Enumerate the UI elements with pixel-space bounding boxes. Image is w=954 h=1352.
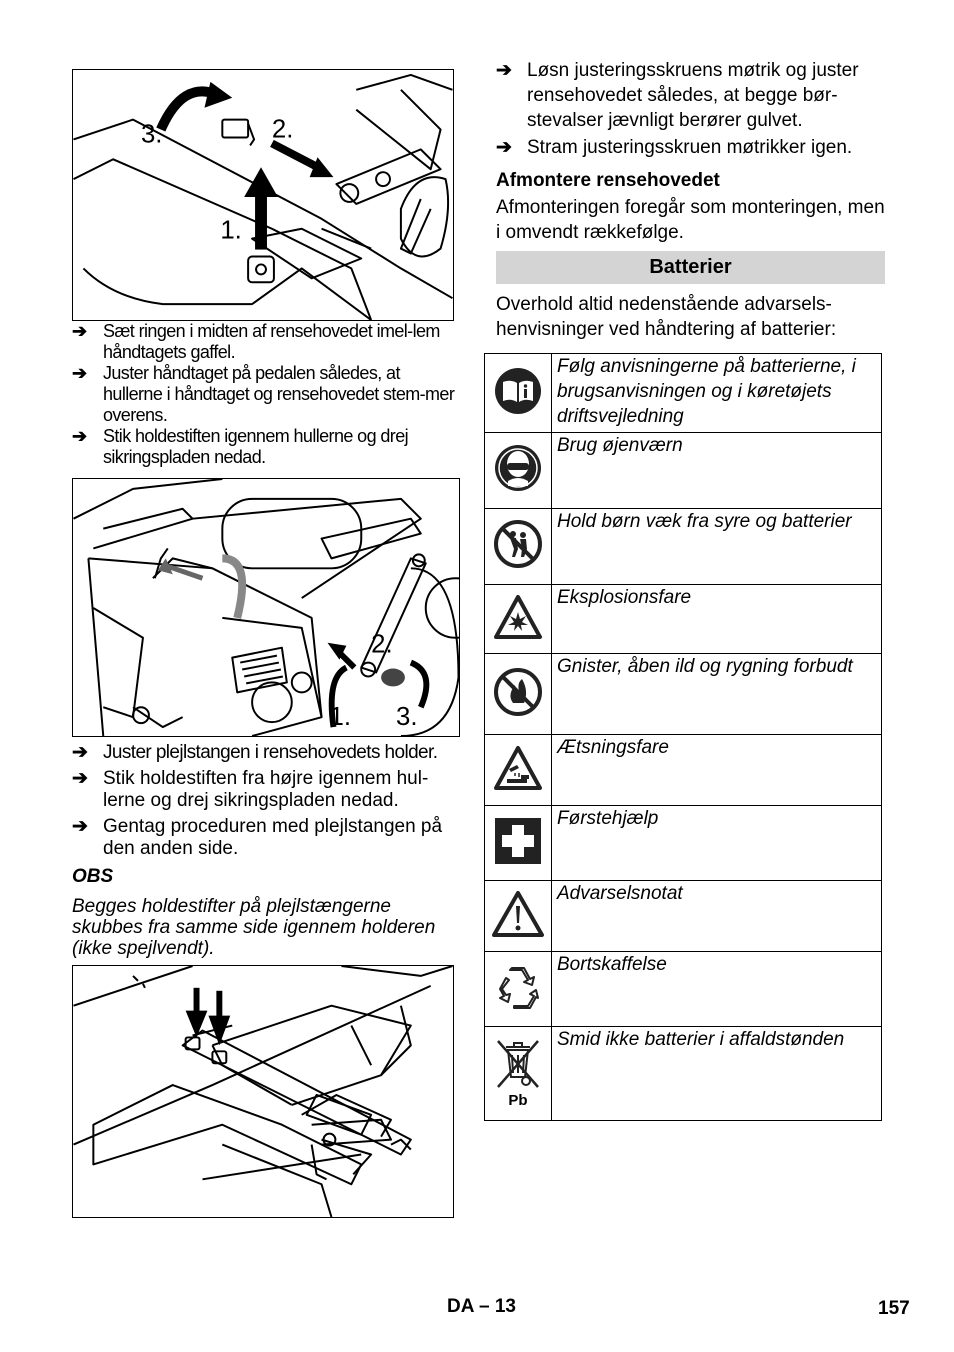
icon-cell [485, 881, 552, 952]
subheading: Afmontere rensehovedet [496, 170, 720, 191]
figure1-label-2: 2. [271, 115, 294, 144]
table-row [485, 654, 882, 735]
first-aid-icon [493, 816, 543, 866]
figure1-label-3: 3. [140, 120, 163, 149]
illustration-attach-handle [72, 69, 454, 321]
safety-text: Bortskaffelse [552, 952, 882, 1027]
step-item: ➔ Løsn justeringsskruens møtrik og juster rensehovedet således, at begge bør-stevalser jævnligt berører gulvet. [496, 60, 859, 131]
icon-cell [485, 585, 552, 654]
arrow-right-icon: ➔ [72, 742, 88, 763]
warning-icon [491, 890, 545, 938]
arrow-right-icon: ➔ [72, 767, 88, 789]
table-row [485, 354, 882, 433]
step-item: ➔ Stik holdestiften fra højre igennem hul-lerne og drej sikringspladen nedad. [72, 767, 429, 811]
safety-text: Hold børn væk fra syre og batterier [552, 509, 882, 585]
safety-text: Advarselsnotat [552, 881, 882, 952]
icon-cell [485, 735, 552, 806]
step-item: ➔ Juster plejlstangen i rensehovedets holder. [72, 742, 438, 763]
eye-protection-icon [493, 443, 543, 493]
safety-text: Eksplosionsfare [552, 585, 882, 654]
arrow-right-icon: ➔ [72, 815, 88, 837]
icon-cell [485, 354, 552, 433]
no-fire-icon [493, 667, 543, 717]
corrosive-icon [493, 745, 543, 791]
icon-cell [485, 806, 552, 881]
note-title: OBS [72, 866, 114, 887]
safety-table [484, 353, 882, 1121]
figure1-label-1: 1. [220, 216, 242, 245]
table-row [485, 433, 882, 509]
manual-icon [493, 366, 543, 416]
pb-label: Pb [508, 1092, 528, 1109]
recycling-icon [492, 962, 544, 1012]
safety-text: Ætsningsfare [552, 735, 882, 806]
subheading-text: Afmonteringen foregår som monteringen, men i omvendt rækkefølge. [496, 197, 885, 243]
section-title: Batterier [496, 251, 885, 284]
pin-orientation-drawing [73, 966, 453, 1217]
table-row [485, 806, 882, 881]
illustration-connecting-rod [72, 478, 460, 737]
icon-cell [485, 433, 552, 509]
table-row [485, 881, 882, 952]
step-item: ➔ Stram justeringsskruen møtrikker igen. [496, 137, 853, 158]
arrow-right-icon: ➔ [72, 321, 87, 341]
table-row [485, 1027, 882, 1121]
safety-text: Følg anvisningerne på batterierne, i brugsanvisningen og i køretøjets driftsvejledning [552, 354, 882, 433]
intro-text: Overhold altid nedenstående advarsels-henvisninger ved håndtering af batterier: [496, 294, 837, 340]
steps-list-1 [72, 321, 458, 468]
arrow-right-icon: ➔ [496, 137, 512, 158]
step-item: ➔ Gentag proceduren med plejlstangen på den anden side. [72, 815, 443, 859]
footer-language-page: DA – 13 [447, 1296, 516, 1317]
no-trash-bin-icon [490, 1033, 546, 1109]
arrow-right-icon: ➔ [72, 363, 87, 383]
icon-cell [485, 509, 552, 585]
arrow-right-icon: ➔ [72, 426, 87, 446]
steps-list-3 [496, 58, 888, 160]
figure2-label-1: 1. [329, 703, 352, 732]
steps-list-2 [72, 742, 458, 861]
keep-children-away-icon [493, 519, 543, 569]
icon-cell [485, 654, 552, 735]
table-row [485, 735, 882, 806]
figure2-label-2: 2. [371, 630, 393, 659]
figure2-label-3: 3. [395, 703, 418, 732]
table-row [485, 952, 882, 1027]
note-text: Begges holdestifter på plejlstængerne skubbes fra samme side igennem holderen (ikke spejlvendt). [72, 896, 436, 959]
illustration-pin-orientation [72, 965, 454, 1218]
step-item: ➔ Sæt ringen i midten af rensehovedet imel-lem håndtagets gaffel. [72, 321, 440, 362]
table-row [485, 585, 882, 654]
step-item: ➔ Juster håndtaget på pedalen således, at hullerne i håndtaget og rensehovedet stem-mer overens. [72, 363, 455, 425]
arrow-right-icon: ➔ [496, 60, 512, 81]
connecting-rod-drawing [73, 479, 459, 736]
safety-text: Gnister, åben ild og rygning forbudt [552, 654, 882, 735]
icon-cell [485, 1027, 552, 1121]
table-row [485, 509, 882, 585]
explosion-hazard-icon [493, 594, 543, 640]
safety-text: Førstehjælp [552, 806, 882, 881]
safety-text: Smid ikke batterier i affaldstønden [552, 1027, 882, 1121]
safety-text: Brug øjenværn [552, 433, 882, 509]
footer-page-number: 157 [878, 1298, 910, 1319]
step-item: ➔ Stik holdestiften igennem hullerne og drej sikringspladen nedad. [72, 426, 409, 467]
handle-drawing [73, 70, 453, 320]
icon-cell [485, 952, 552, 1027]
